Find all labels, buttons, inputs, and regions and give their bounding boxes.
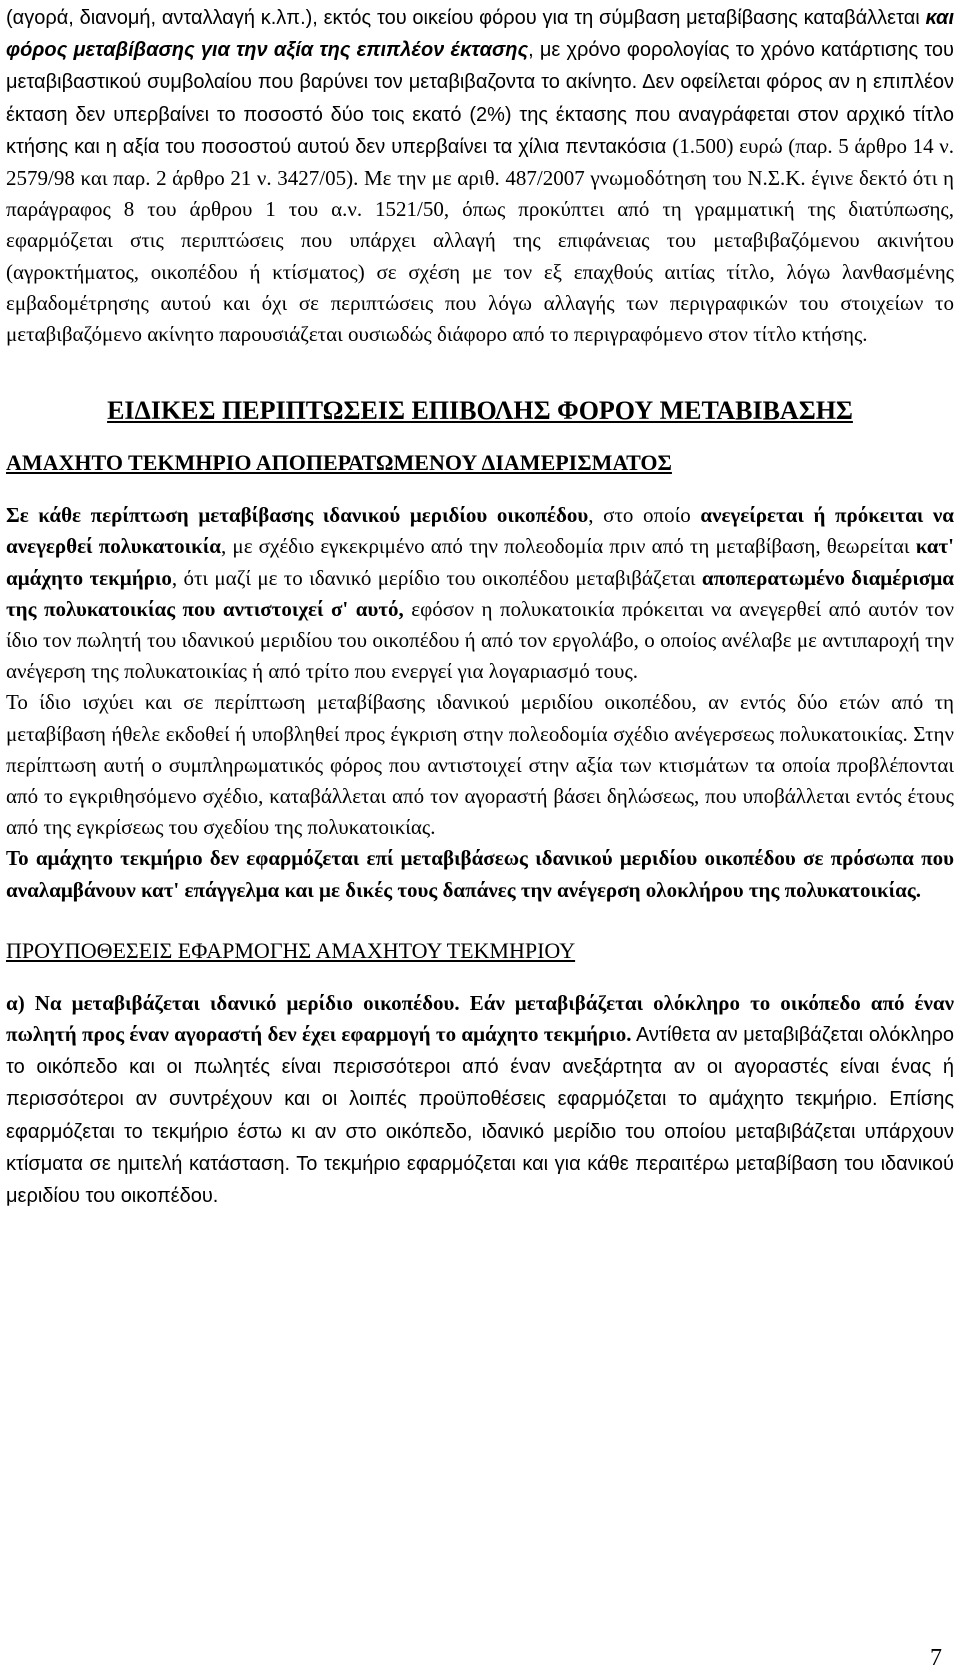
text-run: , ότι μαζί με το ιδανικό μερίδιο του οικοπέδου μεταβιβάζεται bbox=[171, 565, 702, 590]
text-run: εφόσον η πολυκατοικία πρόκειται να ανεγερθεί από αυτόν τον ίδιο τον πωλητή του ιδανικού μεριδίου του οικοπέδου ή από τον εργολάβο, ο οποίος ανέλαβε με αντιπαροχή την ανέγερση της πολυκατοικίας ή από τρίτο που ενεργεί για λογαριασμό τους. bbox=[6, 596, 955, 684]
paragraph-presumption bbox=[6, 500, 954, 687]
paragraph-exception: Το αμάχητο τεκμήριο δεν εφαρμόζεται επί μεταβιβάσεως ιδανικού μεριδίου οικοπέδου σε πρόσωπα που αναλαμβάνουν κατ' επάγγελμα και με δικές τους δαπάνες την ανέγερση ολοκλήρου της πολυκατοικίας. bbox=[6, 846, 954, 902]
text-run: , με χρόνο φορολογίας το χρόνο κατάρτισης του μεταβιβαστικού συμβολαίου που βαρύνει τον μεταβιβαζοντα το ακίνητο. bbox=[6, 39, 954, 94]
bold-text: α) Να μεταβιβάζεται ιδανικό μερίδιο οικοπέδου. Εάν μεταβιβάζεται ολόκληρο το οικόπεδο από έναν πωλητή προς έναν αγοραστή δεν έχει εφαρμογή το αμάχητο τεκμήριο. bbox=[6, 990, 954, 1047]
bold-text: ανεγείρεται ή πρόκειται να ανεγερθεί πολυκατοικία bbox=[6, 503, 955, 559]
paragraph-transfer-tax bbox=[6, 2, 954, 350]
paragraph-condition-a bbox=[6, 988, 954, 1212]
bold-text: αποπερατωμένο διαμέρισμα της πολυκατοικίας που αντιστοιχεί σ' αυτό, bbox=[6, 565, 954, 621]
bold-text: Σε κάθε περίπτωση μεταβίβασης ιδανικού μεριδίου οικοπέδου bbox=[6, 503, 589, 528]
section-heading-special-cases: ΕΙΔΙΚΕΣ ΠΕΡΙΠΤΩΣΕΙΣ ΕΠΙΒΟΛΗΣ ΦΟΡΟΥ ΜΕΤΑΒΙΒΑΣΗΣ bbox=[107, 396, 853, 426]
subsection-heading-conditions: ΠΡΟΥΠΟΘΕΣΕΙΣ ΕΦΑΡΜΟΓΗΣ ΑΜΑΧΗΤΟΥ ΤΕΚΜΗΡΙΟΥ bbox=[6, 937, 576, 963]
text-run: (αγορά, διανομή, ανταλλαγή κ.λπ.), εκτός του οικείου φόρου για τη σύμβαση μεταβίβασης καταβάλλεται bbox=[6, 7, 926, 29]
page-number: 7 bbox=[930, 1645, 942, 1671]
bold-text: κατ' αμάχητο τεκμήριο bbox=[6, 534, 954, 590]
text-run: Δεν οφείλεται φόρος αν η επιπλέον έκταση δεν υπερβαίνει το ποσοστό δύο τοις εκατό (2%) της έκτασης που αναγράφεται στον αρχικό τίτλο κτήσης και η αξία του ποσοστού αυτού δεν υπερβαίνει τα χίλια πεντακόσια bbox=[6, 71, 954, 158]
emphasis-text: και φόρος μεταβίβασης για την αξία της επιπλέον έκτασης bbox=[6, 7, 954, 62]
text-run: , με σχέδιο εγκεκριμένο από την πολεοδομία πριν από τη μεταβίβαση, θεωρείται bbox=[221, 534, 916, 559]
text-run: (1.500) ευρώ (παρ. 5 άρθρο 14 ν. 2579/98 και παρ. 2 άρθρο 21 ν. 3427/05). Με την με αριθ. 487/2007 γνωμοδότηση του Ν.Σ.Κ. έγινε δεκτό ότι η παράγραφος 8 του άρθρου 1 του α.ν. 1521/50, όπως προκύπτει από τη γραμματική της διατύπωσης, εφαρμόζεται στις περιπτώσεις που υπάρχει αλλαγή της επιφάνειας του μεταβιβαζόμενου ακινήτου (αγροκτήματος, οικοπέδου ή κτίσματος) σε σχέση με τον εξ επαχθούς αιτίας τίτλο, λόγω λανθασμένης εμβαδομέτρησης αυτού και όχι σε περιπτώσεις που λόγω αλλαγής των περιγραφικών του στοιχείων το μεταβιβαζόμενο ακίνητο παρουσιάζεται ουσιωδώς διάφορο από το περιγραφόμενο στον τίτλο κτήσης. bbox=[6, 133, 954, 347]
text-run: , στο οποίο bbox=[588, 503, 701, 528]
text-run: Αντίθετα αν μεταβιβάζεται ολόκληρο το οικόπεδο και οι πωλητές είναι περισσότεροι από έναν ανεξάρτητα αν οι αγοραστές είναι ένας ή περισσότεροι αν συντρέχουν και οι λοιπές προϋποθέσεις εφαρμόζεται το αμάχητο τεκμήριο. Επίσης εφαρμόζεται το τεκμήριο έστω κι αν στο οικόπεδο, ιδανικό μερίδιο του οποίου μεταβιβάζεται υπάρχουν κτίσματα σε ημιτελή κατάσταση. Το τεκμήριο εφαρμόζεται και για κάθε περαιτέρω μεταβίβαση του ιδανικού μεριδίου του οικοπέδου. bbox=[6, 1024, 955, 1208]
subsection-heading-presumption: ΑΜΑΧΗΤΟ ΤΕΚΜΗΡΙΟ ΑΠΟΠΕΡΑΤΩΜΕΝΟΥ ΔΙΑΜΕΡΙΣΜΑΤΟΣ bbox=[6, 450, 672, 476]
paragraph-two-years: Το ίδιο ισχύει και σε περίπτωση μεταβίβασης ιδανικού μεριδίου οικοπέδου, αν εντός δύο ετών από τη μεταβίβαση ήθελε εκδοθεί ή υποβληθεί προς έγκριση στην πολεοδομία σχέδιο ανέγερσεως πολυκατοικίας. Στην περίπτωση αυτή ο συμπληρωματικός φόρος που αντιστοιχεί στην αξία των κτισμάτων τα οποία προβλέπονται από το εγκριθησόμενο σχέδιο, καταβάλλεται από τον αγοραστή βάσει δηλώσεως, που υποβάλλεται εντός έτους από της εγκρίσεως του σχεδίου της πολυκατοικίας. bbox=[6, 690, 954, 840]
text-column bbox=[6, 2, 954, 1212]
